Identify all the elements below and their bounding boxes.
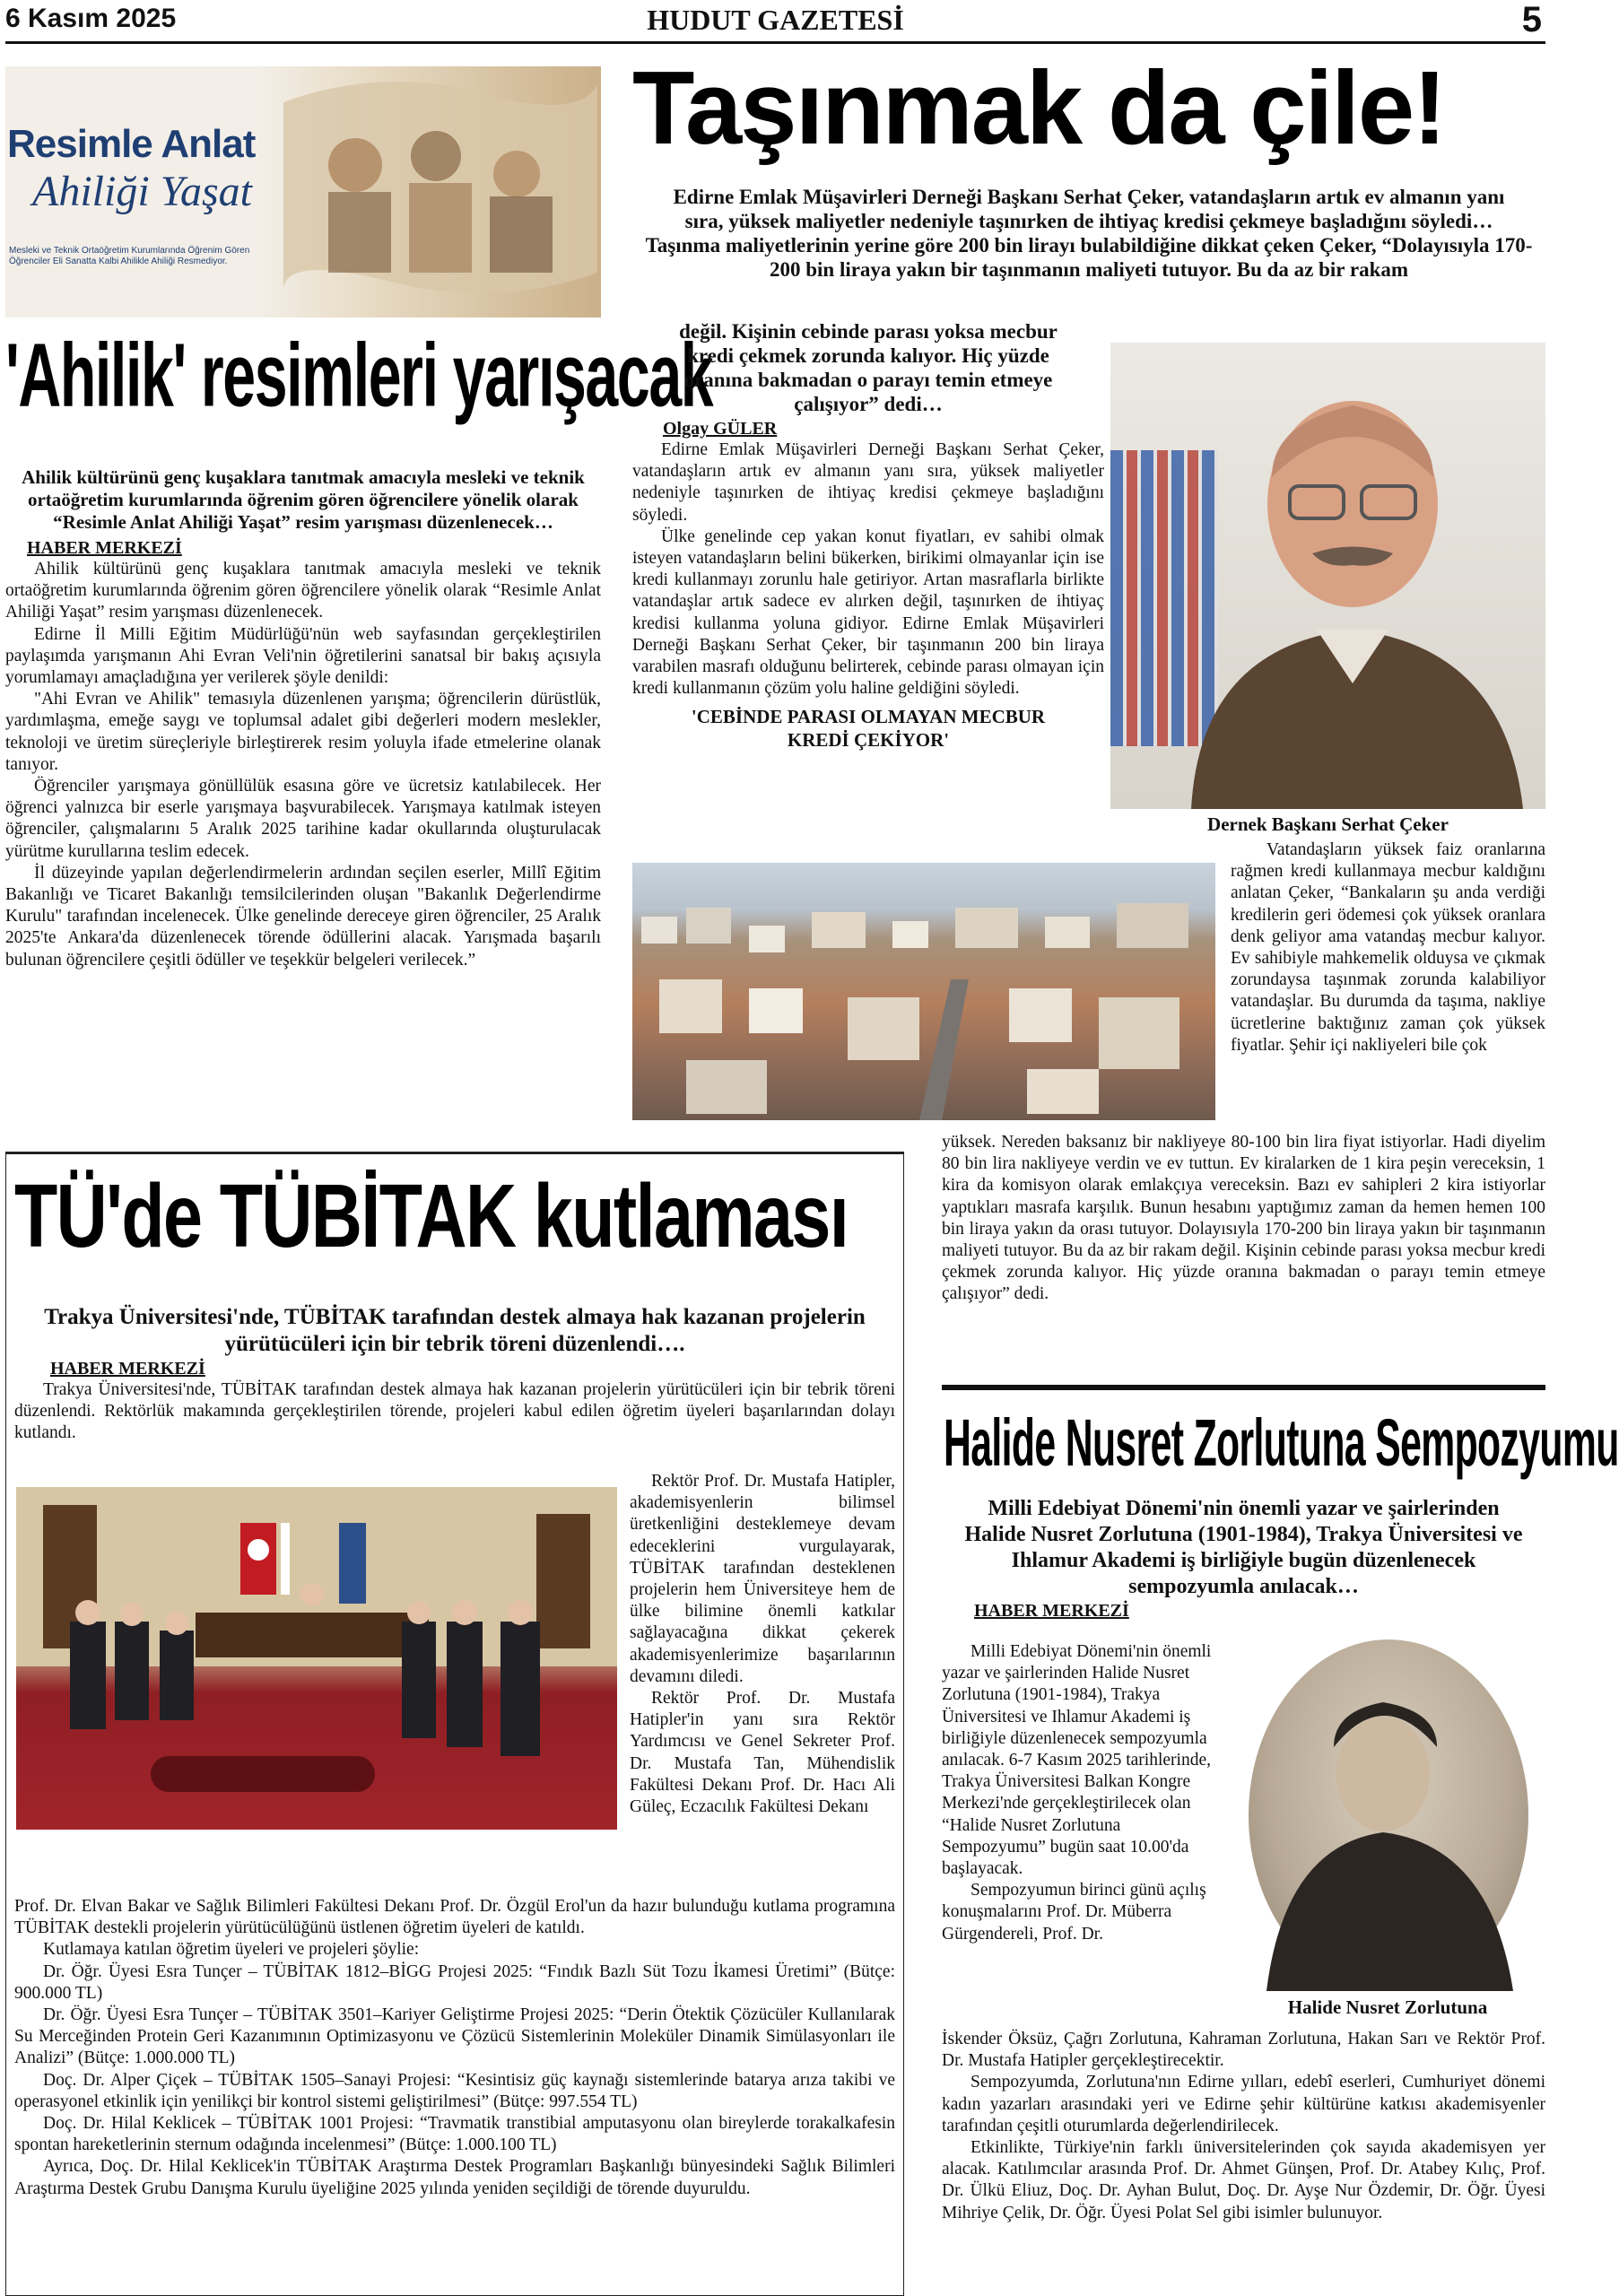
- ahilik-headline-wrap: [5, 325, 713, 441]
- ahilik-artwork: [274, 66, 601, 317]
- tasinmak-lead-part: Edirne Emlak Müşavirleri Derneği Başkanı Serhat Çeker, vatandaşların artık ev almanın yanı sıra, yüksek maliyetler nedeniyle taşınırken de ihtiyaç kredisi çekmeye başladığını söyledi…: [673, 186, 1505, 232]
- tasinmak-headline-wrap: [632, 49, 1547, 169]
- halide-caption: Halide Nusret Zorlutuna: [1287, 1996, 1488, 2018]
- tubitak-headline-wrap: [14, 1166, 898, 1272]
- ahilik-banner-image: [5, 66, 601, 317]
- tubitak-byline: HABER MERKEZİ: [50, 1359, 205, 1378]
- man-portrait: [1164, 361, 1545, 809]
- tubitak-intro: Trakya Üniversitesi'nde, TÜBİTAK tarafından destek almaya hak kazanan projelerin yürütücüleri için bir tebrik töreni düzenlendi. Rektörlük makamında gerçekleştirilen törende, projeleri kabul edilen öğretim üyeleri başarılarından dolayı kutlandı.: [14, 1380, 895, 1443]
- tasinmak-paragraph-wide: yüksek. Nereden baksanız bir nakliyeye 80-100 bin lira fiyat istiyorlar. Hadi diyelim 80 bin lira nakliyeye verdin ve ev tuttun. Ev kiralarken de 1 kira peşin vereceksin, 1 kira da komisyon olarak emlakçıya vereceksin. Bazı ev sahipleri 2 kira istiyorlar yaptıkları masrafa karşılık. Bunun hesabını yaptığımız zaman da hemen hemen 100 bin liraya yakın da orası tutuyor. Dolayısıyla 170-200 bin liraya yakın bir taşınmanın maliyeti tutuyor. Bu da az bir rakam değil. Kişinin cebinde parası yoksa mecbur kredi çekmek zorunda kalıyor. Hiç yüzde oranına bakmadan o parayı temin etmeye çalışıyor” dedi.: [942, 1133, 1545, 1304]
- serhat-ceker-caption: Dernek Başkanı Serhat Çeker: [1207, 813, 1449, 835]
- tubitak-paragraph: Dr. Öğr. Üyesi Esra Tunçer – TÜBİTAK 3501–Kariyer Geliştirme Projesi 2025: “Derin Ötektik Çözücüler Kullanılarak Su Merceğinden Protein Geri Kazanımının Optimizasyonu ve Çözücü Sistemlerinin Moleküler Dinamik Simülasyonları ile Analizi” (Bütçe: 1.000.000 TL): [14, 2005, 895, 2068]
- tubitak-top: [14, 1304, 895, 1445]
- tubitak-paragraph: Doç. Dr. Alper Çiçek – TÜBİTAK 1505–Sanayi Projesi: “Kesintisiz güç kaynağı sistemlerinde batarya arıza takibi ve operasyonel etkinlik için yenilikçi bir kontrol sistemi geliştirilmesi” (Bütçe: 997.554 TL): [14, 2070, 895, 2111]
- tasinmak-paragraph: Edirne Emlak Müşavirleri Derneği Başkanı Serhat Çeker, vatandaşların artık ev almanın yanı sıra, yüksek maliyetler nedeniyle taşınırken de ihtiyaç kredisi çekmeye başladığını söyledi.: [632, 440, 1104, 525]
- tubitak-headline: TÜ'de TÜBİTAK kutlaması: [14, 1166, 849, 1266]
- ahilik-paragraph: İl düzeyinde yapılan değerlendirmelerin ardından seçilen eserler, Millî Eğitim Bakanlığı ve Ticaret Bakanlığı temsilcilerinden oluşan "Bakanlık Değerlendirme Kurulu" tarafından incelenecek. Ülke genelinde dereceye giren öğrenciler, 25 Aralık 2025'te Ankara'da düzenlenecek törende ödüllerini alacak. Yarışmada başarılı bulunan öğrencilere çeşitli ödüller ve teşekkür belgeleri verilecek.”: [5, 863, 601, 970]
- halide-byline: HABER MERKEZİ: [974, 1601, 1129, 1621]
- ahilik-paragraph: Ahilik kültürünü genç kuşaklara tanıtmak amacıyla mesleki ve teknik ortaöğretim kurumlarında öğrenim gören öğrencilere yönelik olarak “Resimle Anlat Ahiliği Yaşat” resim yarışması düzenlenecek.: [5, 560, 601, 622]
- halide-headline-wrap: [944, 1401, 1619, 1491]
- halide-paragraph: İskender Öksüz, Çağrı Zorlutuna, Kahraman Zorlutuna, Hakan Sarı ve Rektör Prof. Dr. Mustafa Hatipler gerçekleştirecektir.: [942, 2030, 1545, 2071]
- serhat-ceker-photo: [1110, 343, 1545, 809]
- halide-paragraph-narrow: Milli Edebiyat Dönemi'nin önemli yazar ve şairlerinden Halide Nusret Zorlutuna (1901-1984), Trakya Üniversitesi ve Ihlamur Akademi iş birliğiyle düzenlenecek sempozyumla anılacak. 6-7 Kasım 2025 tarihlerinde, Trakya Üniversitesi Balkan Kongre Merkezi'nde gerçekleştirilecek olan “Halide Nusret Zorlutuna Sempozyumu” bugün saat 10.00'da başlayacak.: [942, 1642, 1212, 1879]
- ahilik-byline: HABER MERKEZİ: [27, 538, 182, 558]
- tubitak-paragraph: Doç. Dr. Hilal Keklicek – TÜBİTAK 1001 Projesi: “Travmatik transtibial amputasyonu olan bireylerde torakalkafesin spontan hareketlerinin sternum odağında incelenmesi” (Bütçe: 1.000.100 TL): [14, 2114, 895, 2155]
- page-header: [0, 0, 1551, 47]
- tasinmak-wide: [942, 1132, 1545, 1306]
- tasinmak-subhead: 'CEBİNDE PARASI OLMAYAN MECBUR KREDİ ÇEKİYOR': [691, 706, 1046, 752]
- halide-paragraph: Etkinlikte, Türkiye'nin farklı üniversitelerinden çok sayıda akademisyen yer alacak. Katılımcılar arasında Prof. Dr. Ahmet Günşen, Prof. Dr. Atabey Kılıç, Prof. Dr. Ülkü Eliuz, Doç. Dr. Ayhan Bulut, Doç. Dr. Ayşe Nur Özdemir, Dr. Öğr. Üyesi Mihriye Çelik, Dr. Öğr. Üyesi Polat Sel gibi isimler bulunuyor.: [942, 2138, 1545, 2222]
- tasinmak-paragraph-narrow: Vatandaşların yüksek faiz oranlarına rağmen kredi kullanmaya mecbur kaldığını anlatan Çeker, “Bankaların şu anda verdiği kredilerin geri ödemesi çok yüksek oranlara denk geliyor ama vatandaş mecbur kalıyor. Ev sahibiyle mahkemelik olduysa ve çıkmak zorundaysa taşınmak zorunda kalabiliyor vatandaşlar. Bu durumda da taşıma, nakliye ücretlerine baktığınız zaman çok yüksek fiyatlar. Şehir içi nakliyeleri bile çok: [1231, 840, 1545, 1055]
- tasinmak-lead-narrow: değil. Kişinin cebinde parası yoksa mecbur kredi çekmek zorunda kalıyor. Hiç yüzde oranına bakmadan o parayı temin etmeye çalışıyor” dedi…: [679, 320, 1058, 415]
- tasinmak-paragraph: Ülke genelinde cep yakan konut fiyatları, ev sahibi olmak isteyen vatandaşların belini bükerken, birikimi olmayanlar için ise kredi kullanmayı zorunlu hale getiriyor. Artan masraflarla birlikte vatandaşlar artık sadece ev alırken değil, taşınırken de ihtiyaç kredisi kullanma yoluna gidiyor. Edirne Emlak Müşavirleri Derneği Başkanı Serhat Çeker, bir taşınmanın 200 bin liraya varabilen masrafı olduğunu belirterek, cebinde parası olmayan için kredi kullanmanın çözüm yolu haline geldiğini söyledi.: [632, 526, 1104, 699]
- ahilik-lead: Ahilik kültürünü genç kuşaklara tanıtmak amacıyla mesleki ve teknik ortaöğretim kurumlarında öğrenim gören öğrencilere yönelik olarak “Resimle Anlat Ahiliği Yaşat” resim yarışması düzenlenecek…: [22, 466, 585, 533]
- tasinmak-right-narrow: [1231, 839, 1545, 1057]
- city-photo: [632, 863, 1215, 1120]
- halide-headline: Halide Nusret Zorlutuna Sempozyumu: [944, 1405, 1619, 1480]
- halide-portrait: [1249, 1639, 1528, 1991]
- halide-narrow: [942, 1641, 1227, 1945]
- tasinmak-lead-full: [632, 185, 1545, 282]
- tubitak-paragraph: Dr. Öğr. Üyesi Esra Tunçer – TÜBİTAK 1812–BİGG Projesi 2025: “Fındık Bazlı Süt Tozu İkamesi Üretimi” (Bütçe: 900.000 TL): [14, 1961, 895, 2003]
- tubitak-paragraph: Ayrıca, Doç. Dr. Hilal Keklicek'in TÜBİTAK Araştırma Destek Programları Başkanlığı bünyesindeki Sağlık Bilimleri Araştırma Destek Grubu Danışma Kurulu üyeliğine 2025 yılında yeniden seçildiği de törende duyuruldu.: [14, 2157, 895, 2198]
- tubitak-right-paragraph: Rektör Prof. Dr. Mustafa Hatipler'in yanı sıra Rektör Yardımcısı ve Genel Sekreter Prof. Dr. Mustafa Tan, Mühendislik Fakültesi Dekanı Prof. Dr. Hacı Ali Güleç, Eczacılık Fakültesi Dekanı: [630, 1689, 895, 1817]
- ceremony-scene: [16, 1487, 617, 1830]
- ahilik-paragraph: "Ahi Evran ve Ahilik" temasıyla düzenlenen yarışma; öğrencilerin dürüstlük, yardımlaşma, emeğe saygı ve toplumsal adalet gibi değerleri modern meslekler, teknoloji ve üretim süreçleriyle birleştirerek resim yoluyla ifade etmelerine olanak tanıyor.: [5, 690, 601, 774]
- ahilik-headline: 'Ahilik' resimleri yarışacak: [5, 326, 713, 426]
- halide-wide: [942, 2029, 1545, 2224]
- halide-paragraph-narrow: Sempozyumun birinci günü açılış konuşmalarını Prof. Dr. Müberra Gürgendereli, Prof. Dr.: [942, 1881, 1206, 1944]
- halide-paragraph: Sempozyumda, Zorlutuna'nın Edirne yılları, edebî eserleri, Cumhuriyet dönemi kadın yazarları arasındaki yeri ve Edirne şehir kültürüne katkısı akademisyenler tarafından çeşitli oturumlarda değerlendirilecek.: [942, 2073, 1545, 2135]
- tubitak-right-paragraph: Rektör Prof. Dr. Mustafa Hatipler, akademisyenlerin bilimsel üretkenliğini desteklemeye devam edeceklerini vurgulayarak, TÜBİTAK tarafından desteklenen projelerin hem Üniversiteye hem de ülke bilimine önemli katkılar sağlayacağına dikkat çekerek akademisyenlerimize başarılarının devamını diledi.: [630, 1472, 895, 1686]
- tasinmak-byline: Olgay GÜLER: [663, 419, 778, 439]
- tasinmak-left-col: [632, 319, 1104, 752]
- paper-name: HUDUT GAZETESİ: [647, 4, 904, 36]
- tasinmak-headline: Taşınmak da çile!: [632, 49, 1445, 166]
- halide-figure: [1249, 1639, 1528, 1991]
- ceremony-photo: [16, 1487, 617, 1830]
- city-buildings: [632, 863, 1215, 1120]
- ahilik-article: [5, 466, 601, 971]
- tubitak-bottom: [14, 1896, 895, 2200]
- tasinmak-lead-part: Taşınma maliyetlerinin yerine göre 200 bin lirayı bulabildiğine dikkat çeken Çeker, “Dolayısıyla 170-200 bin liraya yakın bir taşınmanın maliyeti tutuyor. Bu da az bir rakam: [645, 234, 1533, 281]
- page-number: 5: [1521, 0, 1542, 39]
- tubitak-paragraph: Prof. Dr. Elvan Bakar ve Sağlık Bilimleri Fakültesi Dekanı Prof. Dr. Özgül Erol'un da hazır bulunduğu kutlama programına TÜBİTAK destekli projelerin yürütücülüğünü üstlenen öğretim üyeleri de katıldı.: [14, 1897, 895, 1938]
- ahilik-paragraph: Öğrenciler yarışmaya gönüllülük esasına göre ve ücretsiz katılabilecek. Her öğrenci yalnızca bir eserle yarışmaya başvurabilecek. Yarışmaya katılmak isteyen öğrenciler, çalışmalarını 5 Aralık 2025 tarihine kadar okullarında oluşturulacak yürütme kurullarına teslim edecek.: [5, 777, 601, 861]
- tubitak-right-col: [630, 1471, 895, 1818]
- ahilik-paragraph: Edirne İl Milli Eğitim Müdürlüğü'nün web sayfasından gerçekleştirilen paylaşımda yarışmanın Ahi Evran Veli'nin öğretilerini sanatsal bir bakış açısıyla yorumlamayı amaçladığına yer verilerek şöyle denildi:: [5, 624, 601, 688]
- tubitak-paragraph: Kutlamaya katılan öğretim üyeleri ve projeleri şöylie:: [43, 1940, 420, 1960]
- issue-date: 6 Kasım 2025: [5, 4, 177, 33]
- banner-caption: Mesleki ve Teknik Ortaöğretim Kurumlarında Öğrenim Gören Öğrenciler Eli Sanatta Kalbi Ahilikle Ahiliği Resmediyor.: [9, 246, 250, 266]
- banner-title: Resimle Anlat: [7, 122, 256, 166]
- banner-subtitle: Ahiliği Yaşat: [32, 168, 252, 215]
- halide-lead: Milli Edebiyat Dönemi'nin önemli yazar ve şairlerinden Halide Nusret Zorlutuna (1901-1984), Trakya Üniversitesi ve Ihlamur Akademi iş birliğiyle bugün düzenlenecek sempozyumla anılacak…: [964, 1497, 1523, 1598]
- header-rule: [5, 41, 1545, 44]
- tubitak-lead: Trakya Üniversitesi'nde, TÜBİTAK tarafından destek almaya hak kazanan projelerin yürütücüleri için bir tebrik töreni düzenlendi….: [44, 1305, 866, 1356]
- halide-top-rule: [942, 1385, 1545, 1390]
- halide-top: [942, 1496, 1545, 1622]
